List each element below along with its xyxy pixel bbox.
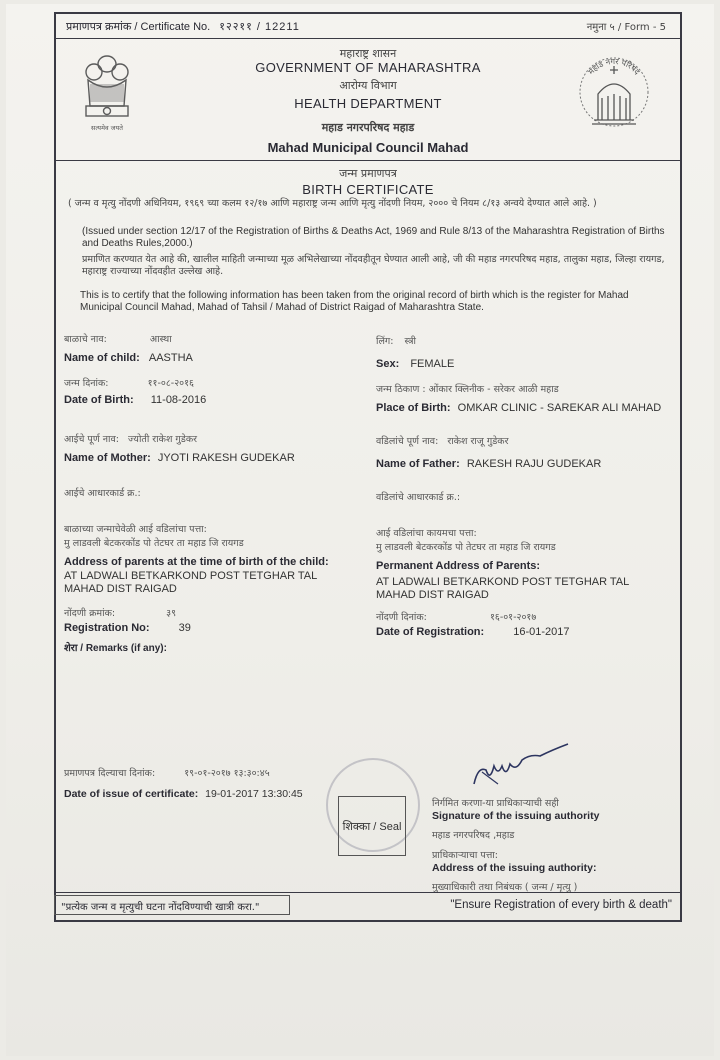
father-name-marathi: वडिलांचे पूर्ण नाव: राकेश राजू गुडेकर	[376, 436, 509, 447]
footer-slogan-marathi: "प्रत्येक जन्म व मृत्युची घटना नोंदविण्याची खात्री करा."	[54, 895, 290, 915]
issue-date-marathi: प्रमाणपत्र दिल्याचा दिनांक: १९-०१-२०१७ १३:३०:४५	[64, 768, 270, 779]
father-aadhaar-marathi: वडिलांचे आधारकार्ड क्र.:	[376, 492, 461, 503]
registration-number: Registration No: 39	[64, 622, 191, 634]
divider	[56, 160, 680, 161]
father-name: Name of Father: RAKESH RAJU GUDEKAR	[376, 458, 602, 470]
intro-english-1: (Issued under section 12/17 of the Registration of Births & Deaths Act, 1969 and Rule 8/13 of the Maharashtra Registration of Births and Deaths Rules,2000.)	[82, 226, 665, 249]
signature-icon	[468, 736, 578, 801]
department-title-marathi: आरोग्य विभाग	[339, 79, 397, 92]
registration-date-marathi: नोंदणी दिनांक: १६-०१-२०१७	[376, 612, 537, 623]
place-of-birth: Place of Birth: OMKAR CLINIC - SAREKAR ALI MAHAD	[376, 402, 662, 414]
remarks-label: शेरा / Remarks (if any):	[64, 643, 167, 654]
council-title: Mahad Municipal Council Mahad	[267, 140, 469, 155]
council-title-marathi: महाड नगरपरिषद महाड	[321, 121, 415, 134]
place-of-birth-marathi: जन्म ठिकाण : ओंकार क्लिनीक - सरेकर आळी महाड	[376, 384, 559, 395]
seal-box: शिक्का / Seal	[338, 796, 406, 856]
registration-number-marathi: नोंदणी क्रमांक: ३९	[64, 608, 177, 619]
mother-name-marathi: आईचे पूर्ण नाव: ज्योती राकेश गुडेकर	[64, 434, 198, 445]
registration-date: Date of Registration: 16-01-2017	[376, 626, 570, 638]
birth-address-marathi-value: मु लाडवली बेटकरकोंड पो तेटघर ता महाड जि रायगड	[64, 538, 244, 549]
sex: Sex: FEMALE	[376, 358, 455, 370]
intro-marathi-1: ( जन्म व मृत्यु नोंदणी अधिनियम, १९६९ च्या कलम १२/१७ आणि महाराष्ट्र जन्म आणि मृत्यु नोंदणी नियम, २००० चे नियम ८/१३ अन्वये देण्यात आले आहे. )	[68, 198, 597, 209]
certificate-title: BIRTH CERTIFICATE	[302, 182, 434, 197]
permanent-address-marathi-value: मु लाडवली बेटकरकोंड पो तेटघर ता महाड जि रायगड	[376, 542, 556, 553]
department-title: HEALTH DEPARTMENT	[294, 96, 442, 111]
birth-address: AT LADWALI BETKARKOND POST TETGHAR TAL MAHAD DIST RAIGAD	[64, 570, 317, 595]
certificate-number-value: १२२११ / 12211	[219, 21, 300, 33]
permanent-address-marathi-label: आई वडिलांचा कायमचा पत्ता:	[376, 528, 477, 539]
mother-aadhaar-marathi: आईचे आधारकार्ड क्र.:	[64, 488, 141, 499]
certificate-frame	[54, 12, 682, 922]
issue-date: Date of issue of certificate: 19-01-2017 13:30:45	[64, 788, 303, 800]
emblem-motto: सत्यमेव जयते	[91, 124, 123, 132]
certificate-number-bar	[56, 14, 680, 39]
sex-marathi: लिंग: स्त्री	[376, 336, 416, 347]
birth-address-label: Address of parents at the time of birth of the child:	[64, 556, 329, 568]
government-title-marathi: महाराष्ट्र शासन	[339, 47, 397, 60]
footer-bar	[54, 892, 682, 923]
footer-slogan: "Ensure Registration of every birth & death"	[450, 899, 672, 911]
registrar-title-marathi: मुख्याधिकारी तथा निबंधक ( जन्म / मृत्यु )	[432, 882, 578, 893]
authority-address-marathi-label: प्राधिकाऱ्याचा पत्ता:	[432, 850, 498, 861]
signature-label-marathi: निर्गमित करणा-या प्राधिकाऱ्याची सही	[432, 798, 559, 809]
date-of-birth: Date of Birth: 11-08-2016	[64, 394, 207, 406]
child-name-marathi: बाळाचे नाव: आस्था	[64, 334, 172, 345]
mother-name: Name of Mother: JYOTI RAKESH GUDEKAR	[64, 452, 295, 464]
permanent-address-label: Permanent Address of Parents:	[376, 560, 541, 572]
government-title: GOVERNMENT OF MAHARASHTRA	[255, 60, 481, 75]
seal-logo-text: महाड नगर परिषद	[586, 56, 642, 77]
intro-english-2: This is to certify that the following information has been taken from the original record of birth which is the register for Mahad Municipal Council Mahad, Mahad of Tahsil / Mahad of District Raigad of Maharashtra State.	[80, 290, 629, 313]
birth-address-marathi-label: बाळाच्या जन्माचेवेळी आई वडिलांचा पत्ता:	[64, 524, 207, 535]
certificate-title-marathi: जन्म प्रमाणपत्र	[339, 167, 397, 180]
certificate-number-label: प्रमाणपत्र क्रमांक / Certificate No.	[66, 21, 211, 33]
permanent-address: AT LADWALI BETKARKOND POST TETGHAR TAL MAHAD DIST RAIGAD	[376, 576, 629, 601]
authority-name-marathi: महाड नगरपरिषद ,महाड	[432, 830, 515, 841]
dob-marathi: जन्म दिनांक: ११-०८-२०१६	[64, 378, 194, 389]
signature-label: Signature of the issuing authority	[432, 810, 600, 822]
authority-address-label: Address of the issuing authority:	[432, 862, 597, 874]
intro-marathi-2: प्रमाणित करण्यात येत आहे की, खालील माहिती जन्माच्या मूळ अभिलेखाच्या नोंदवहीतून घेण्यात आली आहे, जी की महाड नगरपरिषद महाड, तालुका महाड, जिल्हा रायगड, महाराष्ट्र राज्याच्या नोंदवहीत उल्लेख आहे.	[82, 254, 665, 277]
child-name: Name of child: AASTHA	[64, 352, 193, 364]
certificate-paper	[6, 4, 714, 1056]
form-number: नमुना ५ / Form - 5	[586, 22, 666, 33]
certificate-number	[66, 19, 300, 34]
